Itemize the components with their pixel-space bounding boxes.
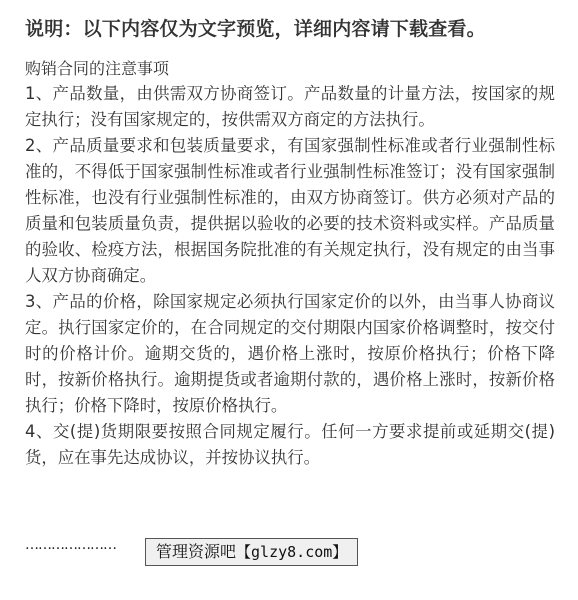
source-url: 【glzy8.com】: [236, 543, 348, 561]
continuation-ellipsis: …………………: [25, 537, 116, 553]
clause-3: 3、产品的价格，除国家规定必须执行国家定价的以外，由当事人协商议定。执行国家定价的，在合同规定的交付期限内国家价格调整时，按交付时的价格计价。逾期交货的，遇价格上涨时，按原价格执行；价格下降时，按新价格执行。逾期提货或者逾期付款的，遇价格上涨时，按新价格执行；价格下降时，按原价格执行。: [25, 292, 555, 415]
source-link[interactable]: [145, 538, 358, 566]
source-label: 管理资源吧: [156, 542, 237, 561]
document-title: 购销合同的注意事项: [25, 59, 170, 78]
clause-4: 4、交(提)货期限要按照合同规定履行。任何一方要求提前或延期交(提)货，应在事先达成协议，并按协议执行。: [25, 422, 555, 467]
document-body: [25, 58, 555, 471]
preview-notice: 说明：以下内容仅为文字预览，详细内容请下载查看。: [25, 18, 486, 40]
clause-1: 1、产品数量，由供需双方协商签订。产品数量的计量方法，按国家的规定执行；没有国家规定的，按供需双方商定的方法执行。: [25, 84, 555, 129]
clause-2: 2、产品质量要求和包装质量要求，有国家强制性标准或者行业强制性标准的，不得低于国家强制性标准或者行业强制性标准签订；没有国家强制性标准，也没有行业强制性标准的，由双方协商签订。供方必须对产品的质量和包装质量负责，提供据以验收的必要的技术资料或实样。产品质量的验收、检疫方法，根据国务院批准的有关规定执行，没有规定的由当事人双方协商确定。: [25, 136, 555, 285]
document-footer: [25, 538, 425, 566]
